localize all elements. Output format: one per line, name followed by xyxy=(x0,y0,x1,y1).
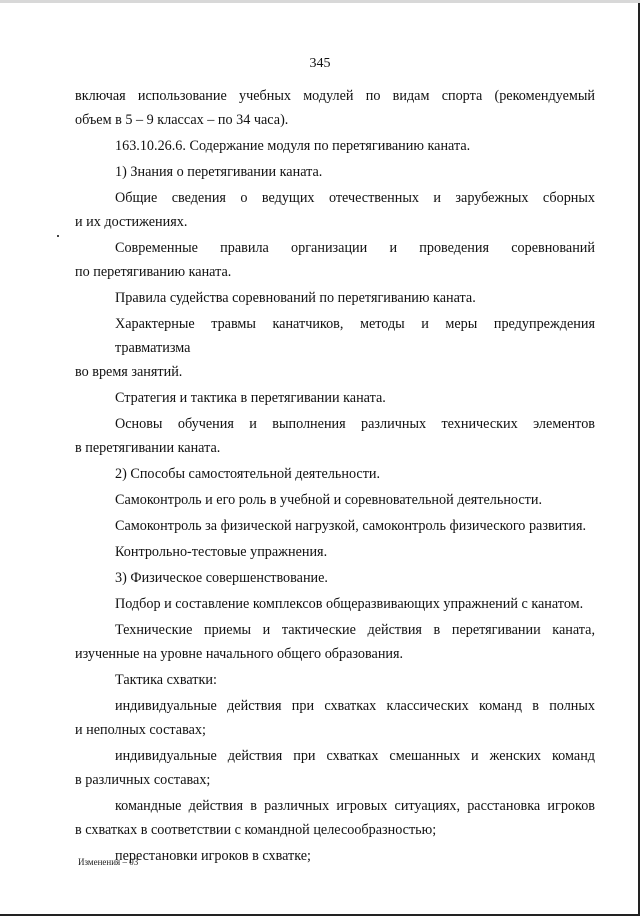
paragraph xyxy=(75,744,595,792)
paragraph-line: в схватках в соответствии с командной целесообразностью; xyxy=(75,822,437,838)
paragraph-line: включая использование учебных модулей по видам спорта (рекомендуемый xyxy=(75,88,595,104)
paragraph xyxy=(75,84,595,132)
body-text xyxy=(75,84,595,870)
paragraph-line: Общие сведения о ведущих отечественных и зарубежных сборных xyxy=(115,190,595,206)
paragraph-line: 2) Способы самостоятельной деятельности. xyxy=(115,466,381,482)
paragraph xyxy=(75,286,595,310)
paragraph-line: в различных составах; xyxy=(75,772,211,788)
paragraph-line: 3) Физическое совершенствование. xyxy=(115,570,328,586)
scan-edge xyxy=(0,0,640,3)
paragraph-line: изученные на уровне начального общего образования. xyxy=(75,646,404,662)
paragraph-line: индивидуальные действия при схватках классических команд в полных xyxy=(115,698,595,714)
paragraph xyxy=(75,514,595,538)
paragraph xyxy=(75,794,595,842)
paragraph xyxy=(75,236,595,284)
paragraph xyxy=(75,186,595,234)
paragraph-line: Контрольно-тестовые упражнения. xyxy=(115,544,328,560)
paragraph xyxy=(75,134,595,158)
paragraph xyxy=(75,694,595,742)
paragraph-line: Характерные травмы канатчиков, методы и меры предупреждения травматизма xyxy=(115,316,595,356)
paragraph xyxy=(75,668,595,692)
paragraph xyxy=(75,540,595,564)
paragraph-line: индивидуальные действия при схватках смешанных и женских команд xyxy=(115,748,595,764)
paragraph xyxy=(75,618,595,666)
paragraph-line: Стратегия и тактика в перетягивании каната. xyxy=(115,390,386,406)
paragraph-line: командные действия в различных игровых ситуациях, расстановка игроков xyxy=(115,798,595,814)
paragraph xyxy=(75,488,595,512)
paragraph-line: Технические приемы и тактические действия в перетягивании каната, xyxy=(115,622,595,638)
paragraph xyxy=(75,412,595,460)
paragraph-line: и неполных составах; xyxy=(75,722,206,738)
paragraph-line: и их достижениях. xyxy=(75,214,188,230)
paragraph-line: Подбор и составление комплексов общеразвивающих упражнений с канатом. xyxy=(115,596,584,612)
paragraph-line: Тактика схватки: xyxy=(115,672,217,688)
page-number: 345 xyxy=(309,56,331,71)
paragraph xyxy=(75,160,595,184)
paragraph xyxy=(75,844,595,868)
paragraph-line: перестановки игроков в схватке; xyxy=(115,848,311,864)
paragraph xyxy=(75,592,595,616)
paragraph-line: по перетягиванию каната. xyxy=(75,264,232,280)
paragraph-line: 163.10.26.6. Содержание модуля по перетягиванию каната. xyxy=(115,138,471,154)
paragraph-line: во время занятий. xyxy=(75,364,183,380)
paragraph-line: Современные правила организации и проведения соревнований xyxy=(115,240,595,256)
footer-note: Изменения – 03 xyxy=(78,857,139,867)
paragraph-line: объем в 5 – 9 классах – по 34 часа). xyxy=(75,112,289,128)
paragraph-line: Самоконтроль за физической нагрузкой, самоконтроль физического развития. xyxy=(115,518,587,534)
paragraph xyxy=(75,386,595,410)
paragraph-line: Правила судейства соревнований по перетягиванию каната. xyxy=(115,290,476,306)
paragraph-line: 1) Знания о перетягивании каната. xyxy=(115,164,323,180)
paragraph xyxy=(75,566,595,590)
paragraph-line: Самоконтроль и его роль в учебной и соревновательной деятельности. xyxy=(115,492,543,508)
paragraph xyxy=(75,312,595,384)
paragraph xyxy=(75,462,595,486)
scan-artifact xyxy=(57,235,59,237)
paragraph-line: в перетягивании каната. xyxy=(75,440,221,456)
paragraph-line: Основы обучения и выполнения различных технических элементов xyxy=(115,416,595,432)
